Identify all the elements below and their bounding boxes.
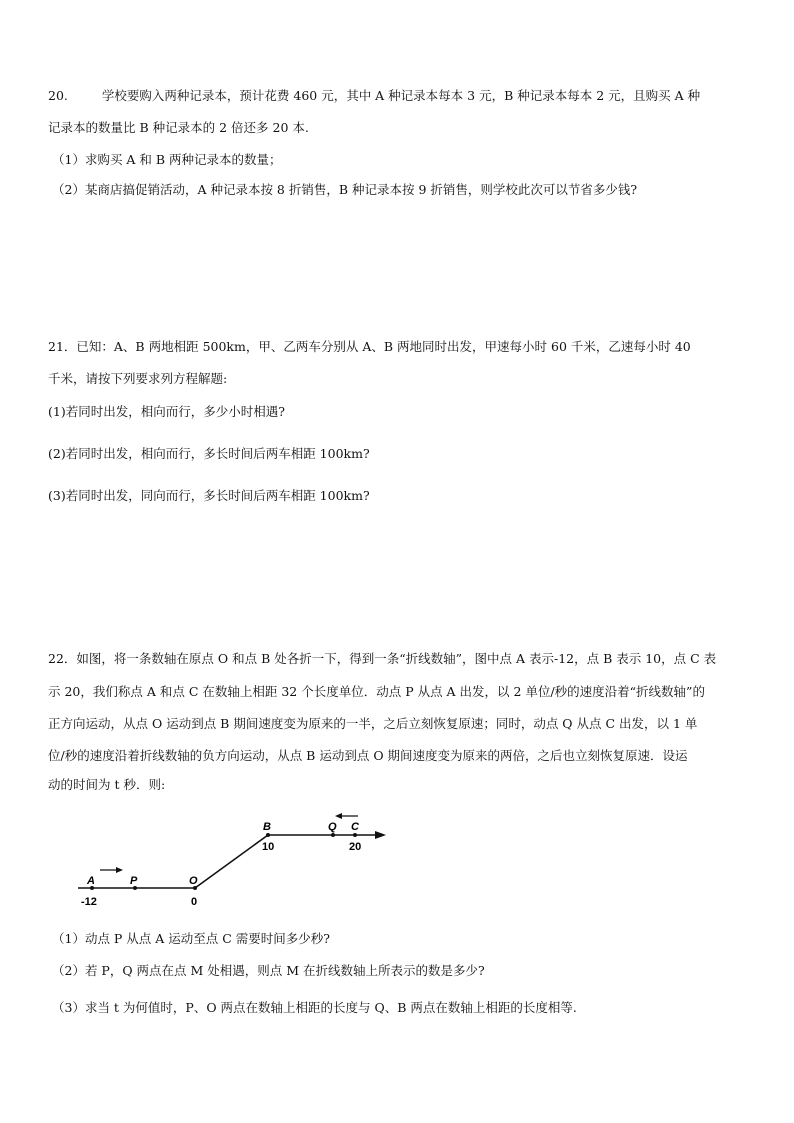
point-B	[266, 833, 270, 837]
label-O: O	[189, 875, 198, 887]
q21-part3: (3)若同时出发，同向而行，多长时间后两车相距 100km?	[48, 488, 370, 503]
tick-O-value: 0	[191, 896, 198, 908]
label-A: A	[87, 875, 95, 887]
q20-number: 20.	[48, 88, 68, 103]
folded-number-line-svg	[70, 808, 400, 918]
q21-part2: (2)若同时出发，相向而行，多长时间后两车相距 100km?	[48, 446, 370, 461]
point-Q	[331, 833, 335, 837]
q22-part1: （1）动点 P 从点 A 运动至点 C 需要时间多少秒?	[52, 931, 330, 946]
q22-part2: （2）若 P，Q 两点在点 M 处相遇，则点 M 在折线数轴上所表示的数是多少?	[52, 963, 485, 978]
q22-text-line2: 示 20，我们称点 A 和点 C 在数轴上相距 32 个长度单位．动点 P 从点 A 出发，以 2 单位/秒的速度沿着“折线数轴”的	[48, 684, 705, 699]
q21-text-line1: 21．已知：A、B 两地相距 500km，甲、乙两车分别从 A、B 两地同时出发，甲速每小时 60 千米，乙速每小时 40	[48, 339, 691, 354]
q21-part1: (1)若同时出发，相向而行，多少小时相遇?	[48, 404, 285, 419]
q20-line1	[48, 88, 700, 104]
folded-number-line-diagram	[70, 808, 400, 918]
label-C: C	[351, 821, 359, 833]
q20-text-line2: 记录本的数量比 B 种记录本的 2 倍还多 20 本.	[48, 120, 309, 135]
q21-text-line2: 千米，请按下列要求列方程解题:	[48, 371, 228, 386]
q22-text-line3: 正方向运动，从点 O 运动到点 B 期间速度变为原来的一半，之后立刻恢复原速；同时，动点 Q 从点 C 出发，以 1 单	[48, 716, 698, 731]
q22-part3: （3）求当 t 为何值时，P、O 两点在数轴上相距的长度与 Q、B 两点在数轴上相距的长度相等.	[52, 1000, 577, 1015]
axis-arrowhead	[375, 831, 386, 839]
q22-text-line4: 位/秒的速度沿着折线数轴的负方向运动，从点 B 运动到点 O 期间速度变为原来的两倍，之后也立刻恢复原速．设运	[48, 748, 688, 763]
axis-segment-slant	[195, 835, 268, 888]
q20-text-line1: 学校要购入两种记录本，预计花费 460 元，其中 A 种记录本每本 3 元，B 种记录本每本 2 元，且购买 A 种	[101, 88, 701, 103]
tick-A-value: -12	[81, 896, 97, 908]
tick-C-value: 20	[349, 841, 362, 853]
q22-text-line5: 动的时间为 t 秒．则:	[48, 777, 166, 792]
label-P: P	[130, 875, 138, 887]
p-direction-arrowhead	[116, 867, 123, 873]
q20-part1: （1）求购买 A 和 B 两种记录本的数量；	[52, 152, 282, 167]
label-B: B	[263, 821, 271, 833]
tick-B-value: 10	[262, 841, 275, 853]
point-C	[353, 833, 357, 837]
label-Q: Q	[328, 821, 337, 833]
q22-text-line1: 22．如图，将一条数轴在原点 O 和点 B 处各折一下，得到一条“折线数轴”，图中点 A 表示-12，点 B 表示 10，点 C 表	[48, 651, 717, 666]
q-direction-arrowhead	[335, 813, 342, 819]
q20-part2: （2）某商店搞促销活动，A 种记录本按 8 折销售，B 种记录本按 9 折销售，则学校此次可以节省多少钱?	[52, 182, 638, 197]
